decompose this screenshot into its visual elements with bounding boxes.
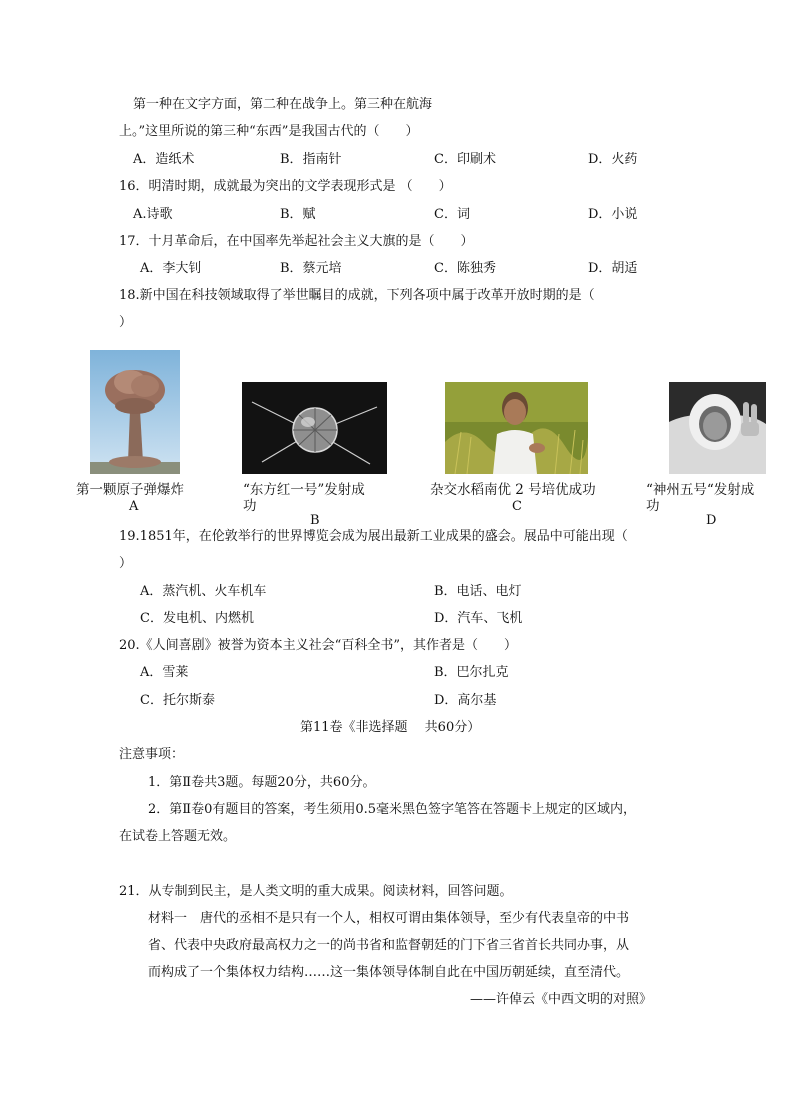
q16-option-d: D．小说 [588, 207, 638, 222]
shenzhou-five-photo [669, 382, 766, 474]
q21-material-line3: 而构成了一个集体权力结构……这一集体领导体制自此在中国历朝延续，直至清代。 [148, 965, 630, 980]
q21-stem: 21．从专制到民主，是人类文明的重大成果。阅读材料，回答问题。 [119, 884, 513, 899]
q21-material-line1: 材料一 唐代的丞相不是只有一个人，相权可谓由集体领导，至少有代表皇帝的中书 [148, 911, 630, 926]
q19-option-a: A．蒸汽机、火车机车 [140, 584, 267, 599]
q20-stem: 20.《人间喜剧》被誉为资本主义社会“百科全书”，其作者是（ ） [119, 638, 517, 653]
q15-option-a: A．造纸术 [133, 152, 195, 167]
dongfanghong-satellite-photo [242, 382, 387, 474]
atomic-bomb-photo [90, 350, 180, 474]
image-d-caption-line2: 功 [646, 498, 660, 514]
q17-option-a: A．李大钊 [140, 261, 202, 276]
q18-stem-line2: ） [119, 315, 133, 330]
image-b-caption-line1: “东方红一号”发射成 [243, 482, 365, 498]
q19-option-c: C．发电机、内燃机 [140, 611, 254, 626]
q20-option-c: C．托尔斯泰 [140, 693, 215, 708]
hybrid-rice-photo [445, 382, 588, 474]
q20-option-a: A．雪莱 [140, 665, 189, 680]
notice-item-2-line2: 在试卷上答题无效。 [119, 829, 237, 844]
q20-option-d: D．高尔基 [434, 693, 497, 708]
image-d-letter: D [706, 513, 717, 528]
image-a-caption: 第一颗原子弹爆炸 [76, 482, 184, 498]
q17-option-d: D．胡适 [588, 261, 638, 276]
q21-material-line2: 省、代表中央政府最高权力之一的尚书省和监督朝廷的门下省三省首长共同办事，从 [148, 938, 630, 953]
q16-stem: 16．明清时期，成就最为突出的文学表现形式是 （ ） [119, 179, 452, 194]
q20-option-b: B．巴尔扎克 [434, 665, 509, 680]
notice-item-1: 1．第Ⅱ卷共3题。每题20分，共60分。 [148, 775, 376, 790]
image-c-caption: 杂交水稻南优 2 号培优成功 [430, 482, 596, 498]
q15-line1: 第一种在文字方面，第二种在战争上。第三种在航海 [133, 97, 433, 112]
q18-stem-line1: 18.新中国在科技领域取得了举世瞩目的成就，下列各项中属于改革开放时期的是（ [119, 288, 595, 303]
q15-line2: 上。”这里所说的第三种“东西”是我国古代的（ ） [119, 124, 419, 139]
q15-option-d: D．火药 [588, 152, 638, 167]
q19-option-d: D．汽车、飞机 [434, 611, 523, 626]
q17-option-c: C．陈独秀 [434, 261, 496, 276]
notice-title: 注意事项： [119, 747, 185, 762]
image-b-letter: B [310, 513, 320, 528]
image-d-caption-line1: “神州五号“发射成 [646, 482, 755, 498]
q15-option-b: B．指南针 [280, 152, 342, 167]
q16-option-b: B．赋 [280, 207, 316, 222]
q21-source: ——许倬云《中西文明的对照》 [470, 992, 653, 1007]
q15-option-c: C．印刷术 [434, 152, 496, 167]
q19-stem-line2: ） [119, 556, 133, 571]
q17-stem: 17．十月革命后，在中国率先举起社会主义大旗的是（ ） [119, 234, 474, 249]
image-a-letter: A [129, 499, 139, 514]
q19-option-b: B．电话、电灯 [434, 584, 522, 599]
q16-option-c: C．词 [434, 207, 470, 222]
q16-option-a: A.诗歌 [133, 207, 173, 222]
image-b-caption-line2: 功 [243, 498, 257, 514]
image-c-letter: C [512, 499, 522, 514]
q19-stem-line1: 19.1851年，在伦敦举行的世界博览会成为展出最新工业成果的盛会。展品中可能出现（ [119, 529, 628, 544]
notice-item-2-line1: 2．第Ⅱ卷0有题目的答案，考生须用0.5毫米黑色签字笔答在答题卡上规定的区域内， [148, 802, 637, 817]
q17-option-b: B．蔡元培 [280, 261, 342, 276]
section-title: 第11卷《非选择题 共60分） [300, 720, 481, 735]
